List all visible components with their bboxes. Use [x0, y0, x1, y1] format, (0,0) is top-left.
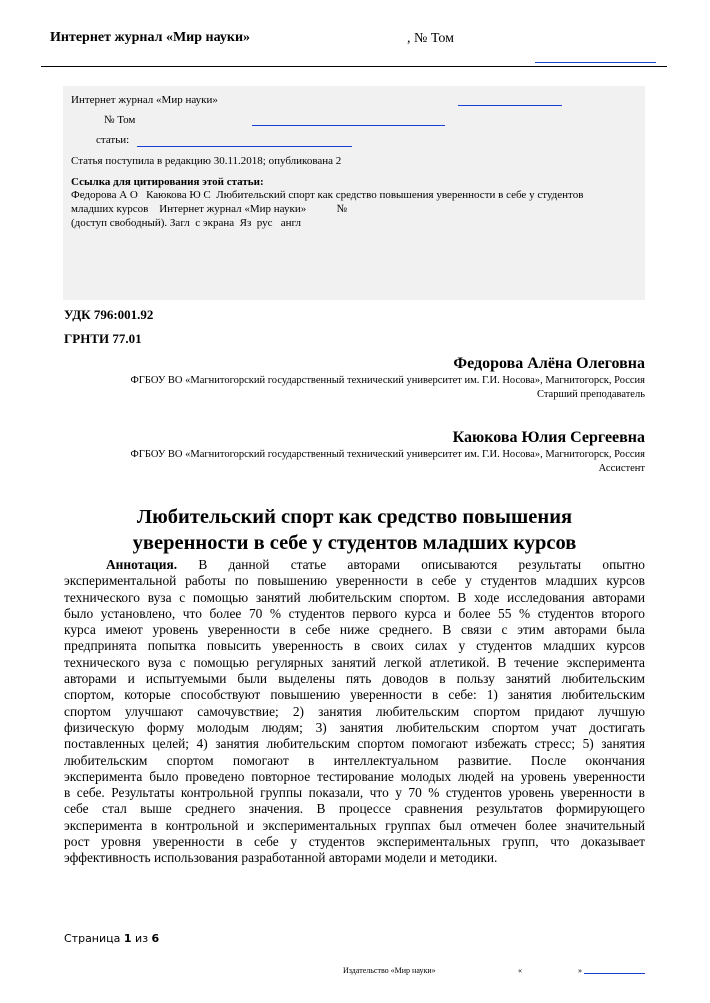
- grnti-code: ГРНТИ 77.01: [64, 331, 142, 346]
- citation-line: младших курсов Интернет журнал «Мир науки» №: [71, 203, 347, 215]
- author-affiliation: ФГБОУ ВО «Магнитогорский государственный технический университет им. Г.И. Носова», Магнитогорск, Россия: [130, 449, 645, 460]
- abstract-line: предпринята попытка повысить уверенность в своих силах у студентов младших курсов: [64, 638, 645, 654]
- author-position: Ассистент: [598, 463, 645, 474]
- author-block: [64, 354, 645, 402]
- abstract-line: себе стал выше среднего значения. В процессе сравнения результатов формирующего: [64, 801, 645, 817]
- abstract-line: курса имеют уровень уверенности в себе ниже среднего. В связи с этим авторами была: [64, 622, 645, 638]
- info-issue-line: № Том: [104, 114, 136, 126]
- abstract-line: эксперимента в контрольной и экспериментальных группах был отмечен более значительный: [64, 817, 645, 833]
- article-title-line: уверенности в себе у студентов младших курсов: [132, 532, 577, 554]
- author-name: Каюкова Юлия Сергеевна: [452, 429, 645, 446]
- author-name: Федорова Алёна Олеговна: [453, 355, 645, 372]
- abstract-line: спортом, которые способствуют повышению уверенности в себе: 1) занятия любительским: [64, 687, 645, 703]
- abstract: [64, 557, 645, 867]
- article-title: [64, 504, 645, 556]
- abstract-line: экспериментальной работы по повышению уверенности в себе у студентов младших курсов: [64, 573, 645, 589]
- abstract-line: в себе. Результаты контрольной группы показали, что у 70 % студентов уровень уверенности в: [64, 785, 645, 801]
- info-received-line: Статья поступила в редакцию 30.11.2018; опубликована 2: [71, 155, 342, 167]
- abstract-line: авторами и испытуемыми были выделены пять доводов в пользу занятий любительским: [64, 671, 645, 687]
- abstract-line: [64, 557, 645, 573]
- page-counter-prefix: Страница: [64, 932, 124, 945]
- author-block: [64, 428, 645, 476]
- abstract-line: спортом улучшают самочувствие; 2) занятия любительским спортом придают лучшую: [64, 703, 645, 719]
- article-title-line: Любительский спорт как средство повышения: [136, 506, 573, 528]
- page-counter: [64, 932, 159, 945]
- abstract-line: эффективность использования разработанной авторами модели и методики.: [64, 850, 498, 866]
- footer-quote-open: «: [518, 966, 522, 975]
- running-header-issue: , № Том: [407, 31, 454, 46]
- udk-code: УДК 796:001.92: [64, 307, 154, 322]
- page-current: 1: [123, 932, 132, 945]
- header-link[interactable]: [535, 62, 656, 63]
- footer-publisher: Издательство «Мир науки»: [343, 966, 436, 975]
- citation-heading: Ссылка для цитирования этой статьи:: [71, 176, 264, 188]
- abstract-text: В данной статье авторами описываются результаты опытно: [177, 557, 645, 572]
- page-total: 6: [151, 932, 160, 945]
- abstract-label: Аннотация.: [106, 557, 178, 572]
- info-article-link[interactable]: [137, 146, 352, 147]
- page-counter-separator: из: [131, 932, 152, 945]
- abstract-line: поставленных целей; 4) занятия любительским спортом помогают избежать стресс; 5) занятия: [64, 736, 645, 752]
- info-article-label: статьи:: [96, 134, 130, 146]
- header-divider: [41, 66, 667, 67]
- abstract-line: было установлено, что более 70 % студентов первого курса и более 55 % студентов второго: [64, 605, 645, 621]
- info-journal-link[interactable]: [458, 105, 562, 106]
- abstract-line: физическую форму молодым людям; 3) занятия любительским спортом учат достигать: [64, 719, 645, 735]
- abstract-line: эксперимента было проведено повторное тестирование молодых людей на уровень уверенности: [64, 768, 645, 784]
- abstract-line: любительским спортом помогают в интеллектуальном развитие. После окончания: [64, 752, 645, 768]
- running-header-journal-title: Интернет журнал «Мир науки»: [50, 30, 251, 45]
- citation-line: (доступ свободный). Загл с экрана Яз рус англ: [71, 217, 301, 229]
- info-issue-link[interactable]: [252, 125, 445, 126]
- info-journal-line: Интернет журнал «Мир науки»: [71, 94, 218, 106]
- abstract-line: рост уровня уверенности в себе у студентов экспериментальных групп, что доказывает: [64, 834, 645, 850]
- footer-link[interactable]: [584, 973, 645, 974]
- abstract-line: технического вуза с помощью занятий любительским спортом. В ходе исследования авторами: [64, 589, 645, 605]
- abstract-line: технического вуза с помощью регулярных занятий легкой атлетикой. В течение эксперимента: [64, 654, 645, 670]
- author-affiliation: ФГБОУ ВО «Магнитогорский государственный технический университет им. Г.И. Носова», Магнитогорск, Россия: [130, 375, 645, 386]
- citation-line: Федорова А О Каюкова Ю С Любительский спорт как средство повышения уверенности в себе у студентов: [71, 189, 584, 201]
- footer-quote-close: »: [578, 966, 582, 975]
- author-position: Старший преподаватель: [536, 389, 645, 400]
